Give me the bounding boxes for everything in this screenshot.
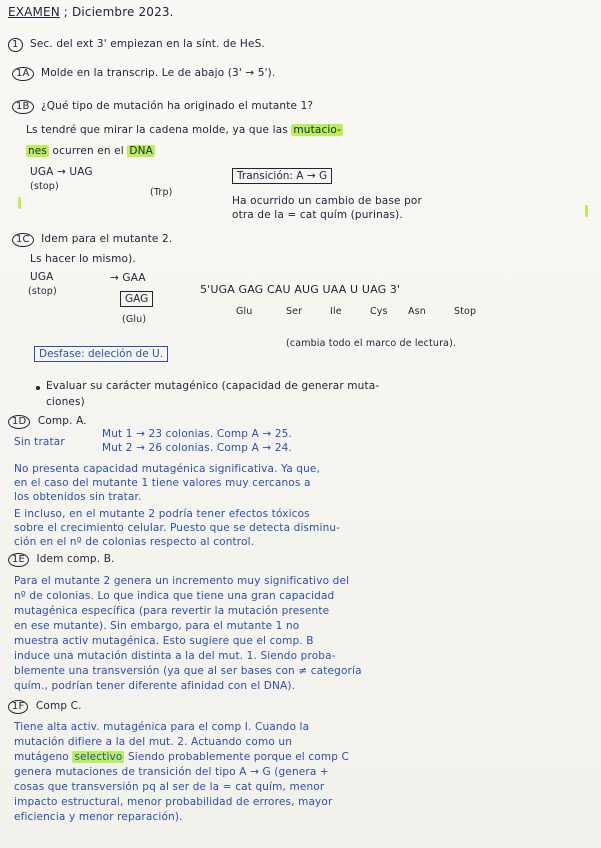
section-1d (8, 415, 87, 429)
section-1f-title: Comp C. (35, 700, 82, 712)
mut2-result: Mut 2 → 26 colonias. Comp A → 24. (102, 442, 293, 454)
sec-1f-line-1: Tiene alta activ. mutagénica para el comp I. Cuando la (14, 721, 310, 733)
sec-1e-line-2: nº de colonias. Lo que indica que tiene una gran capacidad (14, 590, 335, 602)
sec-1e-line-5: muestra activ mutagénica. Esto sugiere que el comp. B (14, 635, 314, 647)
section-1c-text: Idem para el mutante 2. (41, 233, 173, 245)
sec-1e-line-6: induce una mutación distinta a la del mut. 1. Siendo proba- (14, 650, 336, 662)
section-1d-number: 1D (8, 415, 30, 429)
section-1a-number: 1A (12, 67, 34, 81)
section-1b-answer-line-1 (26, 124, 343, 137)
section-1e-title: Idem comp. B. (36, 553, 115, 565)
sec-1e-line-7: blemente una transversión (ya que al ser bases con ≠ categoría (14, 665, 362, 677)
codon-change-1: UGA → UAG (30, 166, 93, 178)
sin-tratar-label: Sin tratar (14, 436, 65, 448)
amino-acid-5: Asn (408, 306, 426, 317)
section-1a-text: Molde en la transcrip. Le de abajo (3' → 5'). (41, 67, 276, 79)
transition-note-1: Ha ocurrido un cambio de base por (232, 195, 422, 207)
amino-acid-2: Ser (286, 306, 303, 317)
amino-acid-6: Stop (454, 306, 477, 317)
codon-trp-label: (Trp) (150, 187, 173, 198)
sec-1d-line-3: los obtenidos sin tratar. (14, 491, 142, 503)
sec-1f-line-5: cosas que transversión pq al ser de la = cat quím, menor (14, 781, 325, 793)
bullet-line-1: Evaluar su carácter mutagénico (capacidad de generar muta- (46, 380, 380, 392)
transition-note-2: otra de la = cat quím (purinas). (232, 209, 403, 221)
codon-uga: UGA (30, 271, 54, 283)
transition-box: Transición: A → G (232, 168, 332, 184)
sec-1f-line-2: mutación difiere a la del mut. 2. Actuando como un (14, 736, 293, 748)
section-1e-number: 1E (8, 553, 29, 567)
section-1a (12, 67, 275, 81)
section-1 (8, 38, 265, 52)
sec-1f-line-3 (14, 751, 349, 764)
text-mutageno: mutágeno (14, 751, 69, 763)
sec-1e-line-8: quím., podrían tener diferente afinidad con el DNA). (14, 680, 296, 692)
sec-1e-line-1: Para el mutante 2 genera un incremento muy significativo del (14, 575, 350, 587)
highlight-dna: DNA (129, 145, 153, 157)
sec-1f-line-7: eficiencia y menor reparación). (14, 811, 183, 823)
frameshift-box: Desfase: deleción de U. (34, 346, 168, 362)
codon-stop-label: (stop) (30, 181, 59, 192)
sec-1d-line-1: No presenta capacidad mutagénica significativa. Ya que, (14, 463, 320, 475)
highlight-nes: nes (28, 145, 48, 157)
sec-1d-line-2: en el caso del mutante 1 tiene valores muy cercanos a (14, 477, 311, 489)
sec-1d-line-6: ción en el nº de colonias respecto al control. (14, 536, 255, 548)
section-1-number: 1 (8, 38, 23, 52)
section-1f (8, 700, 82, 714)
section-1b-answer-line-2 (26, 145, 155, 158)
answer-text: Ls tendré que mirar la cadena molde, ya que las (26, 124, 288, 136)
codon-stop-label-2: (stop) (28, 286, 57, 297)
sec-1e-line-3: mutagénica específica (para revertir la mutación presente (14, 605, 330, 617)
bullet-dot (36, 386, 40, 390)
bullet-line-2: ciones) (46, 396, 85, 408)
codon-glu-label: (Glu) (122, 314, 147, 325)
section-1f-number: 1F (8, 700, 28, 714)
margin-highlight-mark (585, 205, 588, 217)
section-1c (12, 233, 172, 247)
exam-date: ; Diciembre 2023. (63, 5, 174, 19)
highlight-mutaciones: mutacio- (293, 124, 342, 136)
section-1b-question-text: ¿Qué tipo de mutación ha originado el mutante 1? (41, 100, 314, 112)
codon-gag-box: GAG (120, 291, 153, 307)
mrna-sequence: 5'UGA GAG CAU AUG UAA U UAG 3' (200, 283, 401, 296)
frameshift-note: (cambia todo el marco de lectura). (286, 338, 457, 349)
section-1d-title: Comp. A. (37, 415, 87, 427)
sec-1d-line-4: E incluso, en el mutante 2 podría tener efectos tóxicos (14, 508, 310, 520)
section-1c-number: 1C (12, 233, 34, 247)
text-siendo: Siendo probablemente porque el comp C (127, 751, 350, 763)
highlight-selectivo: selectivo (74, 751, 123, 763)
sec-1f-line-6: impacto estructural, menor probabilidad de errores, mayor (14, 796, 333, 808)
amino-acid-1: Glu (236, 306, 253, 317)
sec-1d-line-5: sobre el crecimiento celular. Puesto que se detecta disminu- (14, 522, 341, 534)
section-1e (8, 553, 115, 567)
margin-highlight-mark (18, 197, 21, 209)
section-1b-number: 1B (12, 100, 34, 114)
sec-1e-line-4: en ese mutante). Sin embargo, para el mutante 1 no (14, 620, 300, 632)
section-1b-question (12, 100, 313, 114)
section-1-text: Sec. del ext 3' empiezan en la sínt. de HeS. (30, 38, 265, 50)
amino-acid-4: Cys (370, 306, 388, 317)
exam-title: EXAMEN (8, 5, 60, 19)
mut1-result: Mut 1 → 23 colonias. Comp A → 25. (102, 428, 293, 440)
exam-header (8, 6, 174, 19)
codon-gaa: → GAA (110, 272, 146, 284)
section-1c-text-2: Ls hacer lo mismo). (30, 253, 136, 265)
sec-1f-line-4: genera mutaciones de transición del tipo A → G (genera + (14, 766, 329, 778)
answer-text-2: ocurren en el (52, 145, 124, 157)
amino-acid-3: Ile (330, 306, 342, 317)
